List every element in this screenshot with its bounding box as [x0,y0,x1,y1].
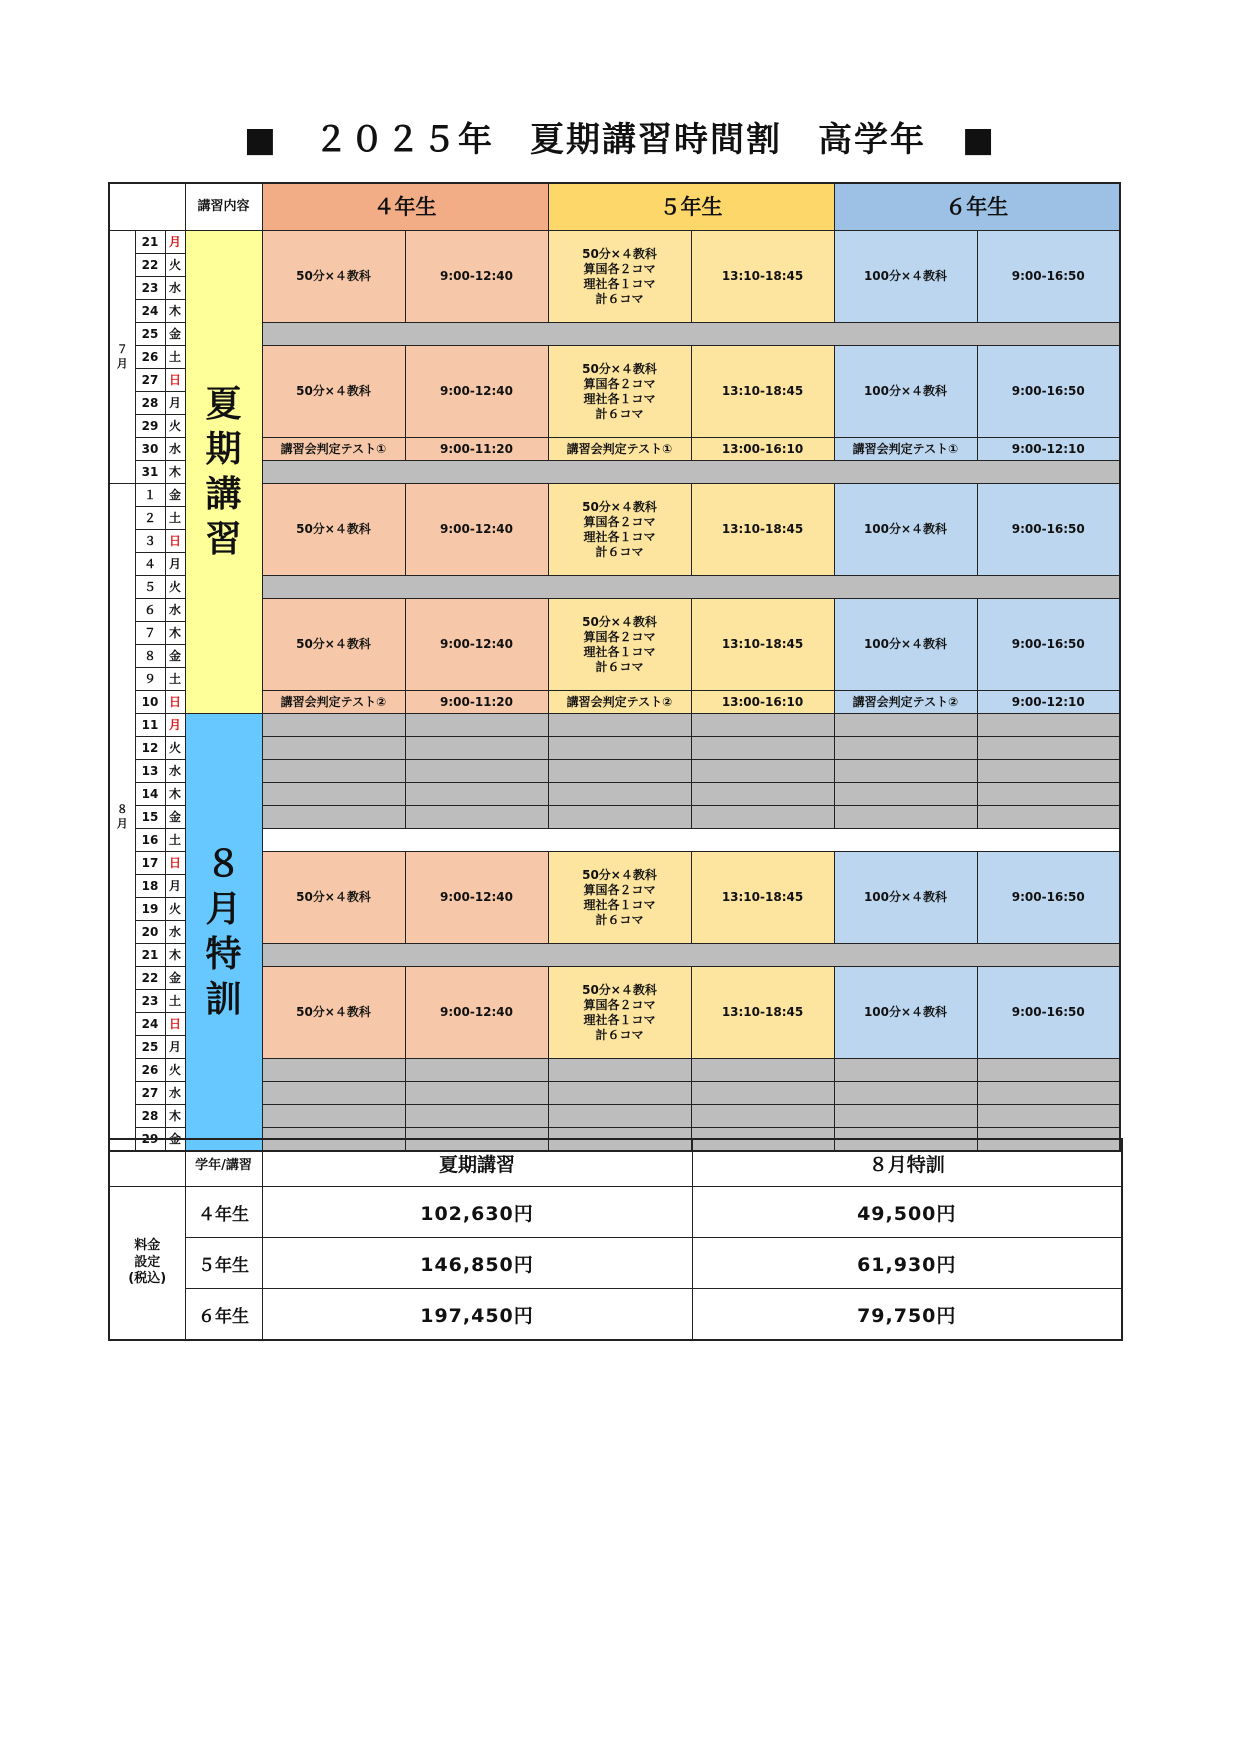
no-class-cell [405,1059,548,1082]
no-class-cell [977,783,1120,806]
g6-time: 9:00-16:50 [977,599,1120,691]
g6-content: 100分×４教科 [834,599,977,691]
fee-grade: ６年生 [185,1289,262,1341]
g4-time: 9:00-12:40 [405,852,548,944]
g6-test-time: 9:00-12:10 [977,691,1120,714]
weekday: 火 [165,254,185,277]
month-label: ８ 月 [116,803,128,830]
no-class-cell [691,783,834,806]
weekday: 日 [165,530,185,553]
g5-content: 50分×４教科 算国各２コマ 理社各１コマ 計６コマ [548,231,691,323]
fee-august-amount: 49,500円 [692,1187,1122,1238]
day-number: 20 [135,921,165,944]
day-number: 30 [135,438,165,461]
day-number: 24 [135,300,165,323]
weekday: 月 [165,553,185,576]
day-number: 23 [135,277,165,300]
g5-content: 50分×４教科 算国各２コマ 理社各１コマ 計６コマ [548,967,691,1059]
g4-content: 50分×４教科 [262,346,405,438]
day-number: 28 [135,1105,165,1128]
weekday: 月 [165,875,185,898]
no-class-cell [405,783,548,806]
day-number: ３ [135,530,165,553]
timetable [108,182,1121,1152]
no-class-cell [977,760,1120,783]
weekday: 水 [165,438,185,461]
weekday: 土 [165,346,185,369]
weekday: 火 [165,415,185,438]
fee-table [108,1138,1123,1341]
g5-time: 13:10-18:45 [691,484,834,576]
weekday: 月 [165,714,185,737]
fee-side-label: 料金 設定 (税込) [109,1187,185,1341]
header-content-label: 講習内容 [185,183,262,231]
g5-time: 13:10-18:45 [691,599,834,691]
no-class-cell [262,737,405,760]
day-number: １ [135,484,165,507]
fee-august-amount: 79,750円 [692,1289,1122,1341]
no-class-cell [977,737,1120,760]
day-number: 29 [135,415,165,438]
g6-time: 9:00-16:50 [977,967,1120,1059]
day-number: ７ [135,622,165,645]
fee-grade: ４年生 [185,1187,262,1238]
g4-time: 9:00-12:40 [405,599,548,691]
no-class-cell [548,1105,691,1128]
no-class-cell [262,760,405,783]
g4-test-time: 9:00-11:20 [405,438,548,461]
day-number: 26 [135,346,165,369]
day-number: 27 [135,1082,165,1105]
weekday: 月 [165,1036,185,1059]
fee-summer-amount: 197,450円 [262,1289,692,1341]
weekday: 木 [165,461,185,484]
day-number: ６ [135,599,165,622]
g6-content: 100分×４教科 [834,967,977,1059]
weekday: 金 [165,645,185,668]
g4-content: 50分×４教科 [262,599,405,691]
session-august: ８ 月 特 訓 [185,714,262,1152]
no-class-cell [691,737,834,760]
no-class-cell [548,1059,691,1082]
no-class-cell [548,783,691,806]
g4-time: 9:00-12:40 [405,967,548,1059]
g5-content: 50分×４教科 算国各２コマ 理社各１コマ 計６コマ [548,599,691,691]
no-class-cell [691,1059,834,1082]
no-class-cell [834,737,977,760]
g6-test-label: 講習会判定テスト① [834,438,977,461]
day-number: 16 [135,829,165,852]
g5-test-label: 講習会判定テスト② [548,691,691,714]
session-summer: 夏 期 講 習 [185,231,262,714]
fee-header-label: 学年/講習 [185,1139,262,1187]
no-class-cell [834,806,977,829]
weekday: 日 [165,1013,185,1036]
weekday: 金 [165,484,185,507]
weekday: 月 [165,231,185,254]
weekday: 木 [165,783,185,806]
g5-content: 50分×４教科 算国各２コマ 理社各１コマ 計６コマ [548,852,691,944]
g5-content: 50分×４教科 算国各２コマ 理社各１コマ 計６コマ [548,484,691,576]
weekday: 日 [165,852,185,875]
no-class-band [262,944,1120,967]
g6-content: 100分×４教科 [834,484,977,576]
weekday: 月 [165,392,185,415]
no-class-cell [405,737,548,760]
no-class-cell [405,806,548,829]
no-class-band [262,323,1120,346]
month-august [109,484,135,1152]
fee-summer-amount: 102,630円 [262,1187,692,1238]
no-class-cell [548,714,691,737]
no-class-cell [977,1059,1120,1082]
weekday: 水 [165,921,185,944]
no-class-cell [691,1082,834,1105]
weekday: 土 [165,990,185,1013]
no-class-cell [691,714,834,737]
no-class-cell [262,806,405,829]
no-class-cell [977,1082,1120,1105]
weekday: 金 [165,323,185,346]
day-number: 24 [135,1013,165,1036]
day-number: 10 [135,691,165,714]
g6-content: 100分×４教科 [834,346,977,438]
weekday: 金 [165,806,185,829]
no-class-cell [977,714,1120,737]
weekday: 火 [165,737,185,760]
weekday: 水 [165,1082,185,1105]
day-number: 23 [135,990,165,1013]
g6-content: 100分×４教科 [834,852,977,944]
weekday: 火 [165,576,185,599]
no-class-cell [548,737,691,760]
no-class-cell [405,1105,548,1128]
weekday: 日 [165,369,185,392]
page-title: ■ ２０２５年 夏期講習時間割 高学年 ■ [243,120,997,160]
day-number: ４ [135,553,165,576]
day-number: 11 [135,714,165,737]
month-july [109,231,135,484]
g5-time: 13:10-18:45 [691,346,834,438]
day-number: 21 [135,231,165,254]
g4-content: 50分×４教科 [262,967,405,1059]
day-number: 26 [135,1059,165,1082]
weekday: 土 [165,829,185,852]
g4-time: 9:00-12:40 [405,346,548,438]
day-number: 28 [135,392,165,415]
g4-test-label: 講習会判定テスト② [262,691,405,714]
g5-time: 13:10-18:45 [691,967,834,1059]
no-class-cell [262,1059,405,1082]
no-class-cell [405,1082,548,1105]
no-class-cell [691,760,834,783]
g5-time: 13:10-18:45 [691,852,834,944]
weekday: 土 [165,507,185,530]
g6-time: 9:00-16:50 [977,852,1120,944]
header-grade6: ６年生 [834,183,1120,231]
day-number: ２ [135,507,165,530]
g4-test-label: 講習会判定テスト① [262,438,405,461]
weekday: 火 [165,898,185,921]
weekday: 木 [165,1105,185,1128]
weekday: 水 [165,599,185,622]
no-class-cell [548,806,691,829]
no-class-cell [262,783,405,806]
no-class-cell [834,714,977,737]
day-number: ５ [135,576,165,599]
day-number: ８ [135,645,165,668]
g6-content: 100分×４教科 [834,231,977,323]
no-class-cell [691,1105,834,1128]
g4-content: 50分×４教科 [262,231,405,323]
day-number: 29 [135,1128,165,1152]
g4-content: 50分×４教科 [262,484,405,576]
day-number: 25 [135,1036,165,1059]
weekday: 火 [165,1059,185,1082]
weekday: 金 [165,967,185,990]
no-class-cell [834,760,977,783]
weekday: 水 [165,277,185,300]
day-row [109,231,1120,254]
g5-test-time: 13:00-16:10 [691,691,834,714]
g4-content: 50分×４教科 [262,852,405,944]
g4-time: 9:00-12:40 [405,231,548,323]
day-number: 27 [135,369,165,392]
fee-grade: ５年生 [185,1238,262,1289]
no-class-cell [262,714,405,737]
day-row [109,714,1120,737]
weekday: 木 [165,944,185,967]
weekday: 木 [165,300,185,323]
no-class-cell [262,1105,405,1128]
no-class-cell [834,1082,977,1105]
day-number: 22 [135,254,165,277]
no-class-band [262,576,1120,599]
weekday: 日 [165,691,185,714]
fee-summer-amount: 146,850円 [262,1238,692,1289]
header-grade4: ４年生 [262,183,548,231]
no-class-cell [691,806,834,829]
weekday: 水 [165,760,185,783]
no-class-cell [405,760,548,783]
day-number: 14 [135,783,165,806]
fee-august-amount: 61,930円 [692,1238,1122,1289]
weekday: 金 [165,1128,185,1152]
day-number: 22 [135,967,165,990]
day-number: 18 [135,875,165,898]
g6-time: 9:00-16:50 [977,484,1120,576]
g6-test-time: 9:00-12:10 [977,438,1120,461]
no-class-cell [262,1082,405,1105]
fee-col-august: ８月特訓 [692,1139,1122,1187]
day-number: 25 [135,323,165,346]
g5-time: 13:10-18:45 [691,231,834,323]
month-label: ７ 月 [116,343,128,370]
day-number: 19 [135,898,165,921]
day-number: 12 [135,737,165,760]
no-class-cell [834,783,977,806]
weekday: 木 [165,622,185,645]
day-number: 21 [135,944,165,967]
no-class-cell [977,806,1120,829]
g5-test-label: 講習会判定テスト① [548,438,691,461]
no-class-cell [834,1105,977,1128]
g5-test-time: 13:00-16:10 [691,438,834,461]
day-number: 13 [135,760,165,783]
no-class-cell [548,760,691,783]
day-number: ９ [135,668,165,691]
weekday: 土 [165,668,185,691]
header-blank [109,183,185,231]
day-number: 17 [135,852,165,875]
no-class-band [262,461,1120,484]
no-class-cell [548,1082,691,1105]
day-number: 15 [135,806,165,829]
g6-test-label: 講習会判定テスト② [834,691,977,714]
no-class-cell [834,1059,977,1082]
header-grade5: ５年生 [548,183,834,231]
no-class-cell [977,1105,1120,1128]
no-class-cell [405,714,548,737]
g4-test-time: 9:00-11:20 [405,691,548,714]
g6-time: 9:00-16:50 [977,346,1120,438]
fee-col-summer: 夏期講習 [262,1139,692,1187]
day-number: 31 [135,461,165,484]
g6-time: 9:00-16:50 [977,231,1120,323]
g4-time: 9:00-12:40 [405,484,548,576]
g5-content: 50分×４教科 算国各２コマ 理社各１コマ 計６コマ [548,346,691,438]
